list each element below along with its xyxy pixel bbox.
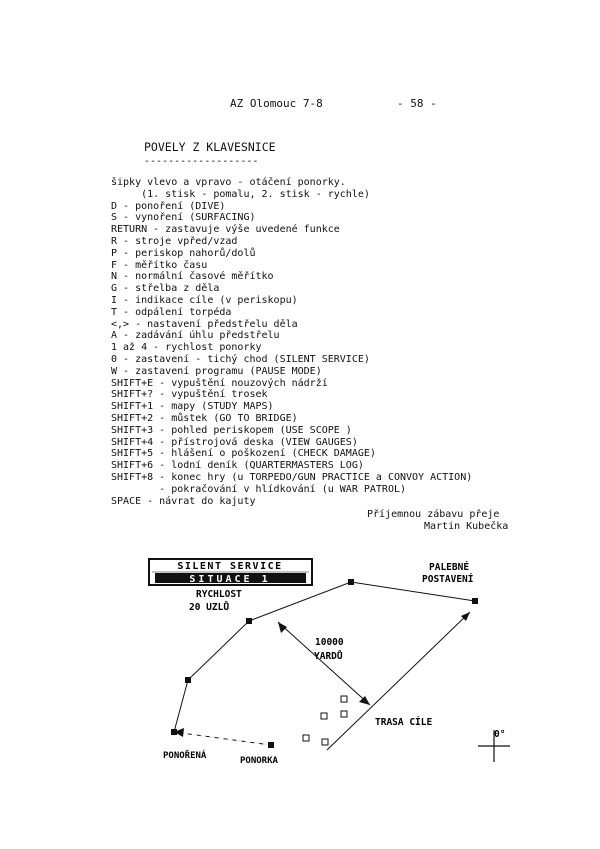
command-item: G - střelba z děla [111,283,220,295]
command-item: SHIFT+2 - můstek (GO TO BRIDGE) [111,412,298,424]
command-item: P - periskop nahorů/dolů [111,247,256,259]
banner-top-text: SILENT SERVICE [177,561,283,572]
distance-arrowhead-end [359,696,370,705]
waypoint [348,579,354,585]
banner-bottom-text: SITUACE 1 [189,574,271,585]
convoy-ship [321,713,327,719]
command-item: 1 až 4 - rychlost ponorky [111,342,262,354]
command-item: SHIFT+E - vypuštění nouzových nádrží [111,377,328,389]
command-item: (1. stisk - pomalu, 2. stisk - rychle) [111,188,370,200]
page-header-left: AZ Olomouc 7-8 [230,97,323,110]
submerged-label-2: PONORKA [240,756,278,766]
command-item: 0 - zastavení - tichý chod (SILENT SERVICE) [111,353,370,365]
target-track-label: TRASA CÍLE [375,717,433,728]
speed-value: 20 UZLŮ [189,602,230,613]
command-item: SHIFT+4 - přístrojová deska (VIEW GAUGES) [111,436,358,448]
distance-unit: YARDŮ [314,651,343,662]
title-underline: ------------------- [144,156,259,167]
fire-position-label-2: POSTAVENÍ [422,574,474,585]
convoy-ship [341,711,347,717]
waypoint [472,598,478,604]
waypoint [171,729,177,735]
command-item: F - měřítko času [111,259,208,271]
distance-value: 10000 [315,637,344,648]
command-item: A - zadávání úhlu předstřelu [111,330,280,342]
command-item: SHIFT+6 - lodní deník (QUARTERMASTERS LOG) [111,460,364,472]
command-item: SHIFT+8 - konec hry (u TORPEDO/GUN PRACTICE a CONVOY ACTION) [111,471,473,483]
waypoint [268,742,274,748]
command-item: SPACE - návrat do kajuty [111,495,256,507]
command-item: RETURN - zastavuje výše uvedené funkce [111,224,340,236]
command-item: SHIFT+5 - hlášení o poškození (CHECK DAMAGE) [111,448,376,460]
command-item: <,> - nastavení předstřelu děla [111,318,298,330]
command-item: SHIFT+? - vypuštění trosek [111,389,268,401]
command-item: SHIFT+1 - mapy (STUDY MAPS) [111,401,274,413]
command-item: šipky vlevo a vpravo - otáčení ponorky. [111,177,346,188]
fire-position-label-1: PALEBNÉ [429,562,470,573]
command-item: N - normální časové měřítko [111,271,274,283]
page-number: - 58 - [397,97,437,110]
target-track-line [327,612,470,750]
section-title: POVELY Z KLAVESNICE [144,140,276,154]
command-item: D - ponoření (DIVE) [111,200,226,212]
convoy-ship [322,739,328,745]
author-name: Martin Kubečka [424,521,509,532]
submerged-label-1: PONOŘENÁ [163,751,207,761]
command-item: - pokračování v hlídkování (u WAR PATROL) [111,483,407,495]
waypoint [246,618,252,624]
command-item: S - vynoření (SURFACING) [111,212,256,224]
distance-arrowhead-start [278,622,287,633]
command-item: I - indikace cíle (v periskopu) [111,294,298,306]
speed-label: RYCHLOST [196,589,242,600]
command-item: R - stroje vpřed/vzad [111,235,238,247]
distance-arrow [278,622,370,705]
closing-line: Příjemnou zábavu přeje [367,509,500,520]
command-item: T - odpálení torpéda [111,306,232,318]
command-item: W - zastavení programu (PAUSE MODE) [111,365,322,377]
command-item: SHIFT+3 - pohled periskopem (USE SCOPE ) [111,424,352,436]
convoy-ship [303,735,309,741]
waypoint [185,677,191,683]
compass-heading: 0° [494,729,506,740]
convoy-ship [341,696,347,702]
